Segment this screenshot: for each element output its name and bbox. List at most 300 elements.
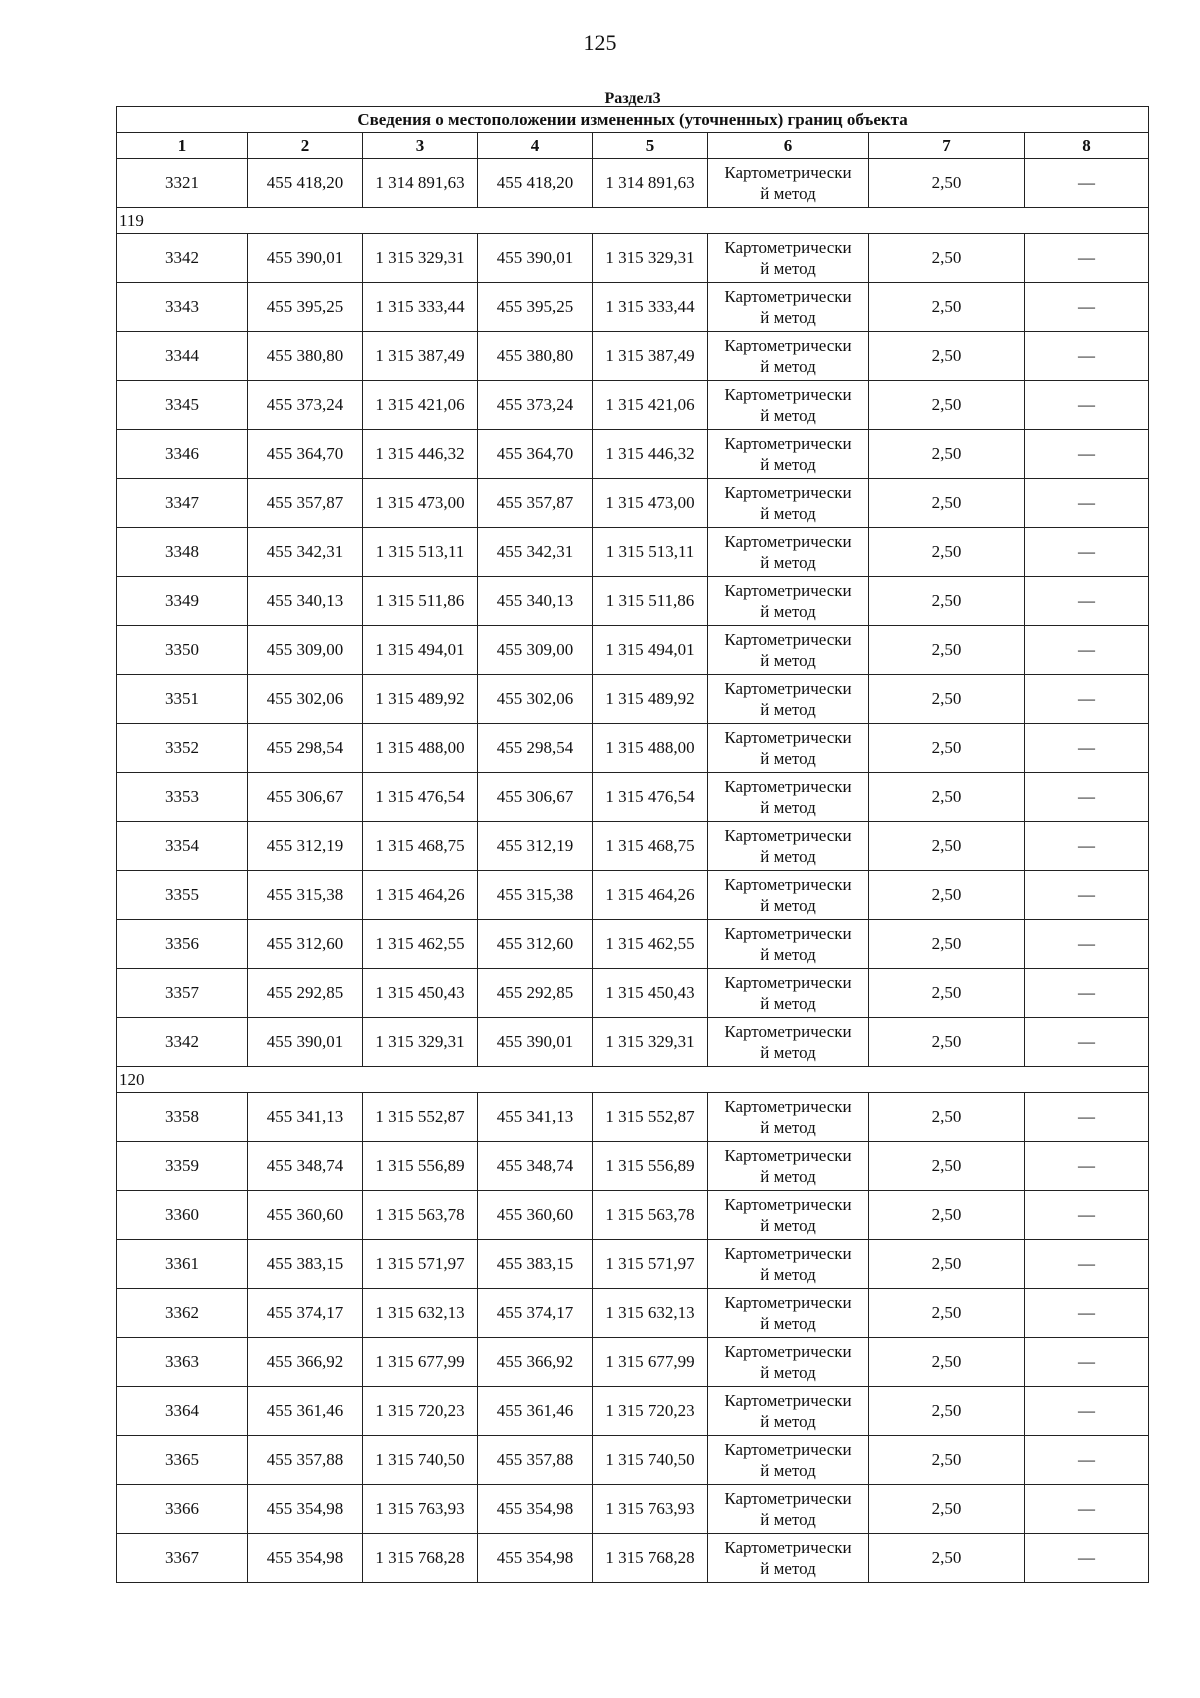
column-number: 1 [117, 133, 248, 159]
point-number-cell: 3359 [117, 1142, 248, 1191]
y-coordinate-cell: 1 315 563,78 [593, 1191, 708, 1240]
method-line: й метод [760, 1167, 816, 1186]
description-cell: — [1025, 1485, 1149, 1534]
point-number-cell: 3364 [117, 1387, 248, 1436]
y-coordinate-cell: 1 315 450,43 [363, 969, 478, 1018]
method-line: й метод [760, 184, 816, 203]
y-coordinate-cell: 1 315 494,01 [593, 626, 708, 675]
y-coordinate-cell: 1 315 763,93 [593, 1485, 708, 1534]
method-line: Картометрически [724, 1293, 852, 1312]
y-coordinate-cell: 1 315 552,87 [363, 1093, 478, 1142]
method-line: й метод [760, 798, 816, 817]
method-cell [708, 234, 869, 283]
description-cell: — [1025, 822, 1149, 871]
method-line: й метод [760, 308, 816, 327]
accuracy-cell: 2,50 [869, 332, 1025, 381]
accuracy-cell: 2,50 [869, 479, 1025, 528]
point-number-cell: 3361 [117, 1240, 248, 1289]
x-coordinate-cell: 455 383,15 [248, 1240, 363, 1289]
y-coordinate-cell: 1 315 720,23 [593, 1387, 708, 1436]
accuracy-cell: 2,50 [869, 1387, 1025, 1436]
description-cell: — [1025, 528, 1149, 577]
method-line: Картометрически [724, 973, 852, 992]
table-row [117, 528, 1149, 577]
x-coordinate-cell: 455 348,74 [478, 1142, 593, 1191]
method-line: Картометрически [724, 924, 852, 943]
method-line: й метод [760, 455, 816, 474]
description-cell: — [1025, 1142, 1149, 1191]
method-line: й метод [760, 1559, 816, 1578]
x-coordinate-cell: 455 354,98 [478, 1485, 593, 1534]
method-line: й метод [760, 700, 816, 719]
method-line: й метод [760, 259, 816, 278]
point-number-cell: 3347 [117, 479, 248, 528]
x-coordinate-cell: 455 302,06 [478, 675, 593, 724]
method-cell [708, 528, 869, 577]
table-row [117, 381, 1149, 430]
y-coordinate-cell: 1 315 329,31 [363, 1018, 478, 1067]
method-cell [708, 1338, 869, 1387]
column-number: 2 [248, 133, 363, 159]
table-row [117, 724, 1149, 773]
description-cell: — [1025, 773, 1149, 822]
y-coordinate-cell: 1 315 740,50 [363, 1436, 478, 1485]
y-coordinate-cell: 1 315 462,55 [593, 920, 708, 969]
y-coordinate-cell: 1 315 387,49 [363, 332, 478, 381]
method-line: Картометрически [724, 434, 852, 453]
x-coordinate-cell: 455 364,70 [478, 430, 593, 479]
method-line: Картометрически [724, 826, 852, 845]
description-cell: — [1025, 234, 1149, 283]
method-line: й метод [760, 357, 816, 376]
method-line: Картометрически [724, 1195, 852, 1214]
section-label: Раздел3 [604, 90, 661, 107]
accuracy-cell: 2,50 [869, 577, 1025, 626]
y-coordinate-cell: 1 315 511,86 [593, 577, 708, 626]
table-row [117, 577, 1149, 626]
method-line: Картометрически [724, 1538, 852, 1557]
y-coordinate-cell: 1 315 740,50 [593, 1436, 708, 1485]
column-number: 4 [478, 133, 593, 159]
description-cell: — [1025, 159, 1149, 208]
table-title: Сведения о местоположении измененных (уточненных) границ объекта [117, 107, 1149, 133]
method-line: Картометрически [724, 336, 852, 355]
y-coordinate-cell: 1 315 556,89 [363, 1142, 478, 1191]
x-coordinate-cell: 455 312,19 [478, 822, 593, 871]
accuracy-cell: 2,50 [869, 234, 1025, 283]
y-coordinate-cell: 1 315 464,26 [593, 871, 708, 920]
method-line: Картометрически [724, 1440, 852, 1459]
table-row [117, 675, 1149, 724]
method-line: й метод [760, 602, 816, 621]
x-coordinate-cell: 455 354,98 [248, 1534, 363, 1583]
table-row [117, 159, 1149, 208]
method-line: й метод [760, 945, 816, 964]
point-number-cell: 3342 [117, 234, 248, 283]
table-row [117, 1485, 1149, 1534]
method-cell [708, 577, 869, 626]
x-coordinate-cell: 455 341,13 [248, 1093, 363, 1142]
y-coordinate-cell: 1 315 494,01 [363, 626, 478, 675]
x-coordinate-cell: 455 309,00 [248, 626, 363, 675]
method-line: й метод [760, 1314, 816, 1333]
y-coordinate-cell: 1 315 473,00 [593, 479, 708, 528]
y-coordinate-cell: 1 315 329,31 [593, 234, 708, 283]
description-cell: — [1025, 1338, 1149, 1387]
y-coordinate-cell: 1 315 446,32 [593, 430, 708, 479]
y-coordinate-cell: 1 315 571,97 [593, 1240, 708, 1289]
point-number-cell: 3350 [117, 626, 248, 675]
y-coordinate-cell: 1 315 720,23 [363, 1387, 478, 1436]
accuracy-cell: 2,50 [869, 920, 1025, 969]
point-number-cell: 3353 [117, 773, 248, 822]
accuracy-cell: 2,50 [869, 1018, 1025, 1067]
y-coordinate-cell: 1 315 563,78 [363, 1191, 478, 1240]
method-line: Картометрически [724, 163, 852, 182]
y-coordinate-cell: 1 315 552,87 [593, 1093, 708, 1142]
accuracy-cell: 2,50 [869, 822, 1025, 871]
x-coordinate-cell: 455 418,20 [248, 159, 363, 208]
x-coordinate-cell: 455 380,80 [478, 332, 593, 381]
point-number-cell: 3348 [117, 528, 248, 577]
accuracy-cell: 2,50 [869, 626, 1025, 675]
description-cell: — [1025, 332, 1149, 381]
boundary-table [116, 81, 1149, 1583]
x-coordinate-cell: 455 306,67 [248, 773, 363, 822]
method-line: Картометрически [724, 777, 852, 796]
x-coordinate-cell: 455 357,88 [248, 1436, 363, 1485]
x-coordinate-cell: 455 354,98 [478, 1534, 593, 1583]
table-row [117, 920, 1149, 969]
x-coordinate-cell: 455 390,01 [248, 1018, 363, 1067]
table-row [117, 1240, 1149, 1289]
x-coordinate-cell: 455 380,80 [248, 332, 363, 381]
method-cell [708, 822, 869, 871]
method-cell [708, 1289, 869, 1338]
x-coordinate-cell: 455 298,54 [478, 724, 593, 773]
y-coordinate-cell: 1 315 387,49 [593, 332, 708, 381]
method-cell [708, 969, 869, 1018]
method-line: й метод [760, 896, 816, 915]
method-cell [708, 920, 869, 969]
x-coordinate-cell: 455 298,54 [248, 724, 363, 773]
point-number-cell: 3356 [117, 920, 248, 969]
point-number-cell: 3342 [117, 1018, 248, 1067]
table-row [117, 822, 1149, 871]
method-cell [708, 724, 869, 773]
accuracy-cell: 2,50 [869, 430, 1025, 479]
x-coordinate-cell: 455 315,38 [248, 871, 363, 920]
method-line: й метод [760, 553, 816, 572]
method-line: Картометрически [724, 728, 852, 747]
point-number-cell: 3351 [117, 675, 248, 724]
table-row [117, 1093, 1149, 1142]
table-row [117, 626, 1149, 675]
x-coordinate-cell: 455 341,13 [478, 1093, 593, 1142]
group-label: 119 [117, 208, 1149, 234]
method-cell [708, 773, 869, 822]
table-body [117, 159, 1149, 1583]
x-coordinate-cell: 455 312,60 [478, 920, 593, 969]
table-row [117, 871, 1149, 920]
y-coordinate-cell: 1 315 571,97 [363, 1240, 478, 1289]
column-number-row [117, 133, 1149, 159]
x-coordinate-cell: 455 360,60 [478, 1191, 593, 1240]
table-row [117, 773, 1149, 822]
x-coordinate-cell: 455 373,24 [478, 381, 593, 430]
accuracy-cell: 2,50 [869, 528, 1025, 577]
y-coordinate-cell: 1 315 329,31 [363, 234, 478, 283]
x-coordinate-cell: 455 306,67 [478, 773, 593, 822]
method-line: й метод [760, 651, 816, 670]
description-cell: — [1025, 724, 1149, 773]
point-number-cell: 3343 [117, 283, 248, 332]
point-number-cell: 3346 [117, 430, 248, 479]
method-line: й метод [760, 1461, 816, 1480]
y-coordinate-cell: 1 315 768,28 [593, 1534, 708, 1583]
y-coordinate-cell: 1 315 464,26 [363, 871, 478, 920]
x-coordinate-cell: 455 360,60 [248, 1191, 363, 1240]
y-coordinate-cell: 1 315 421,06 [363, 381, 478, 430]
method-cell [708, 1018, 869, 1067]
y-coordinate-cell: 1 315 333,44 [593, 283, 708, 332]
method-line: й метод [760, 847, 816, 866]
description-cell: — [1025, 1534, 1149, 1583]
method-cell [708, 1240, 869, 1289]
accuracy-cell: 2,50 [869, 1485, 1025, 1534]
description-cell: — [1025, 1093, 1149, 1142]
table-row [117, 1018, 1149, 1067]
y-coordinate-cell: 1 315 513,11 [593, 528, 708, 577]
accuracy-cell: 2,50 [869, 1289, 1025, 1338]
method-line: й метод [760, 1265, 816, 1284]
accuracy-cell: 2,50 [869, 871, 1025, 920]
y-coordinate-cell: 1 315 421,06 [593, 381, 708, 430]
y-coordinate-cell: 1 315 513,11 [363, 528, 478, 577]
x-coordinate-cell: 455 357,87 [478, 479, 593, 528]
accuracy-cell: 2,50 [869, 1142, 1025, 1191]
method-line: Картометрически [724, 1244, 852, 1263]
y-coordinate-cell: 1 315 468,75 [363, 822, 478, 871]
accuracy-cell: 2,50 [869, 724, 1025, 773]
accuracy-cell: 2,50 [869, 1240, 1025, 1289]
point-number-cell: 3358 [117, 1093, 248, 1142]
description-cell: — [1025, 283, 1149, 332]
x-coordinate-cell: 455 374,17 [478, 1289, 593, 1338]
point-number-cell: 3349 [117, 577, 248, 626]
x-coordinate-cell: 455 357,88 [478, 1436, 593, 1485]
accuracy-cell: 2,50 [869, 1436, 1025, 1485]
y-coordinate-cell: 1 315 450,43 [593, 969, 708, 1018]
y-coordinate-cell: 1 315 489,92 [593, 675, 708, 724]
x-coordinate-cell: 455 418,20 [478, 159, 593, 208]
x-coordinate-cell: 455 292,85 [248, 969, 363, 1018]
method-cell [708, 871, 869, 920]
table-row [117, 1387, 1149, 1436]
method-line: Картометрически [724, 581, 852, 600]
description-cell: — [1025, 1240, 1149, 1289]
x-coordinate-cell: 455 390,01 [478, 234, 593, 283]
table-row [117, 1289, 1149, 1338]
method-line: Картометрически [724, 1146, 852, 1165]
method-cell [708, 675, 869, 724]
method-line: Картометрически [724, 875, 852, 894]
x-coordinate-cell: 455 312,60 [248, 920, 363, 969]
point-number-cell: 3365 [117, 1436, 248, 1485]
description-cell: — [1025, 1289, 1149, 1338]
point-number-cell: 3345 [117, 381, 248, 430]
page-number: 125 [583, 30, 617, 55]
method-line: Картометрически [724, 1342, 852, 1361]
x-coordinate-cell: 455 373,24 [248, 381, 363, 430]
description-cell: — [1025, 675, 1149, 724]
method-line: Картометрически [724, 1022, 852, 1041]
column-number: 6 [708, 133, 869, 159]
description-cell: — [1025, 577, 1149, 626]
description-cell: — [1025, 430, 1149, 479]
point-number-cell: 3363 [117, 1338, 248, 1387]
method-line: Картометрически [724, 630, 852, 649]
group-row [117, 1067, 1149, 1093]
point-number-cell: 3357 [117, 969, 248, 1018]
y-coordinate-cell: 1 315 763,93 [363, 1485, 478, 1534]
method-cell [708, 1142, 869, 1191]
method-line: Картометрически [724, 385, 852, 404]
accuracy-cell: 2,50 [869, 969, 1025, 1018]
table-row [117, 969, 1149, 1018]
group-row [117, 208, 1149, 234]
method-cell [708, 1191, 869, 1240]
x-coordinate-cell: 455 309,00 [478, 626, 593, 675]
y-coordinate-cell: 1 315 446,32 [363, 430, 478, 479]
column-number: 5 [593, 133, 708, 159]
point-number-cell: 3321 [117, 159, 248, 208]
description-cell: — [1025, 1018, 1149, 1067]
x-coordinate-cell: 455 395,25 [248, 283, 363, 332]
accuracy-cell: 2,50 [869, 1191, 1025, 1240]
method-line: Картометрически [724, 1489, 852, 1508]
description-cell: — [1025, 871, 1149, 920]
description-cell: — [1025, 969, 1149, 1018]
x-coordinate-cell: 455 315,38 [478, 871, 593, 920]
y-coordinate-cell: 1 315 468,75 [593, 822, 708, 871]
x-coordinate-cell: 455 366,92 [478, 1338, 593, 1387]
column-number: 7 [869, 133, 1025, 159]
description-cell: — [1025, 381, 1149, 430]
method-line: й метод [760, 1510, 816, 1529]
table-row [117, 1436, 1149, 1485]
y-coordinate-cell: 1 315 677,99 [593, 1338, 708, 1387]
x-coordinate-cell: 455 374,17 [248, 1289, 363, 1338]
column-number: 3 [363, 133, 478, 159]
method-line: Картометрически [724, 532, 852, 551]
y-coordinate-cell: 1 315 489,92 [363, 675, 478, 724]
method-cell [708, 159, 869, 208]
method-line: й метод [760, 1363, 816, 1382]
method-line: й метод [760, 994, 816, 1013]
method-cell [708, 430, 869, 479]
y-coordinate-cell: 1 315 476,54 [593, 773, 708, 822]
point-number-cell: 3354 [117, 822, 248, 871]
description-cell: — [1025, 920, 1149, 969]
method-cell [708, 626, 869, 675]
accuracy-cell: 2,50 [869, 773, 1025, 822]
method-line: й метод [760, 1412, 816, 1431]
accuracy-cell: 2,50 [869, 675, 1025, 724]
table-row [117, 1338, 1149, 1387]
method-cell [708, 1093, 869, 1142]
y-coordinate-cell: 1 314 891,63 [593, 159, 708, 208]
method-cell [708, 283, 869, 332]
x-coordinate-cell: 455 390,01 [478, 1018, 593, 1067]
x-coordinate-cell: 455 361,46 [478, 1387, 593, 1436]
y-coordinate-cell: 1 315 632,13 [363, 1289, 478, 1338]
method-cell [708, 1485, 869, 1534]
description-cell: — [1025, 1436, 1149, 1485]
accuracy-cell: 2,50 [869, 381, 1025, 430]
x-coordinate-cell: 455 342,31 [478, 528, 593, 577]
y-coordinate-cell: 1 314 891,63 [363, 159, 478, 208]
method-cell [708, 332, 869, 381]
table-row [117, 430, 1149, 479]
x-coordinate-cell: 455 361,46 [248, 1387, 363, 1436]
table-row [117, 1191, 1149, 1240]
x-coordinate-cell: 455 340,13 [248, 577, 363, 626]
x-coordinate-cell: 455 395,25 [478, 283, 593, 332]
method-cell [708, 1534, 869, 1583]
x-coordinate-cell: 455 340,13 [478, 577, 593, 626]
table-row [117, 1534, 1149, 1583]
table-row [117, 479, 1149, 528]
description-cell: — [1025, 626, 1149, 675]
accuracy-cell: 2,50 [869, 1338, 1025, 1387]
x-coordinate-cell: 455 357,87 [248, 479, 363, 528]
method-line: Картометрически [724, 1097, 852, 1116]
table-row [117, 1142, 1149, 1191]
method-cell [708, 381, 869, 430]
y-coordinate-cell: 1 315 488,00 [593, 724, 708, 773]
point-number-cell: 3362 [117, 1289, 248, 1338]
method-line: Картометрически [724, 679, 852, 698]
method-line: Картометрически [724, 238, 852, 257]
method-line: й метод [760, 406, 816, 425]
table-row [117, 283, 1149, 332]
method-cell [708, 1436, 869, 1485]
method-line: й метод [760, 504, 816, 523]
y-coordinate-cell: 1 315 329,31 [593, 1018, 708, 1067]
y-coordinate-cell: 1 315 462,55 [363, 920, 478, 969]
method-line: Картометрически [724, 287, 852, 306]
description-cell: — [1025, 1191, 1149, 1240]
y-coordinate-cell: 1 315 556,89 [593, 1142, 708, 1191]
point-number-cell: 3355 [117, 871, 248, 920]
x-coordinate-cell: 455 390,01 [248, 234, 363, 283]
y-coordinate-cell: 1 315 476,54 [363, 773, 478, 822]
point-number-cell: 3366 [117, 1485, 248, 1534]
y-coordinate-cell: 1 315 632,13 [593, 1289, 708, 1338]
accuracy-cell: 2,50 [869, 1093, 1025, 1142]
y-coordinate-cell: 1 315 677,99 [363, 1338, 478, 1387]
x-coordinate-cell: 455 366,92 [248, 1338, 363, 1387]
description-cell: — [1025, 1387, 1149, 1436]
method-line: й метод [760, 1043, 816, 1062]
accuracy-cell: 2,50 [869, 1534, 1025, 1583]
column-number: 8 [1025, 133, 1149, 159]
x-coordinate-cell: 455 312,19 [248, 822, 363, 871]
x-coordinate-cell: 455 364,70 [248, 430, 363, 479]
method-line: Картометрически [724, 1391, 852, 1410]
point-number-cell: 3344 [117, 332, 248, 381]
